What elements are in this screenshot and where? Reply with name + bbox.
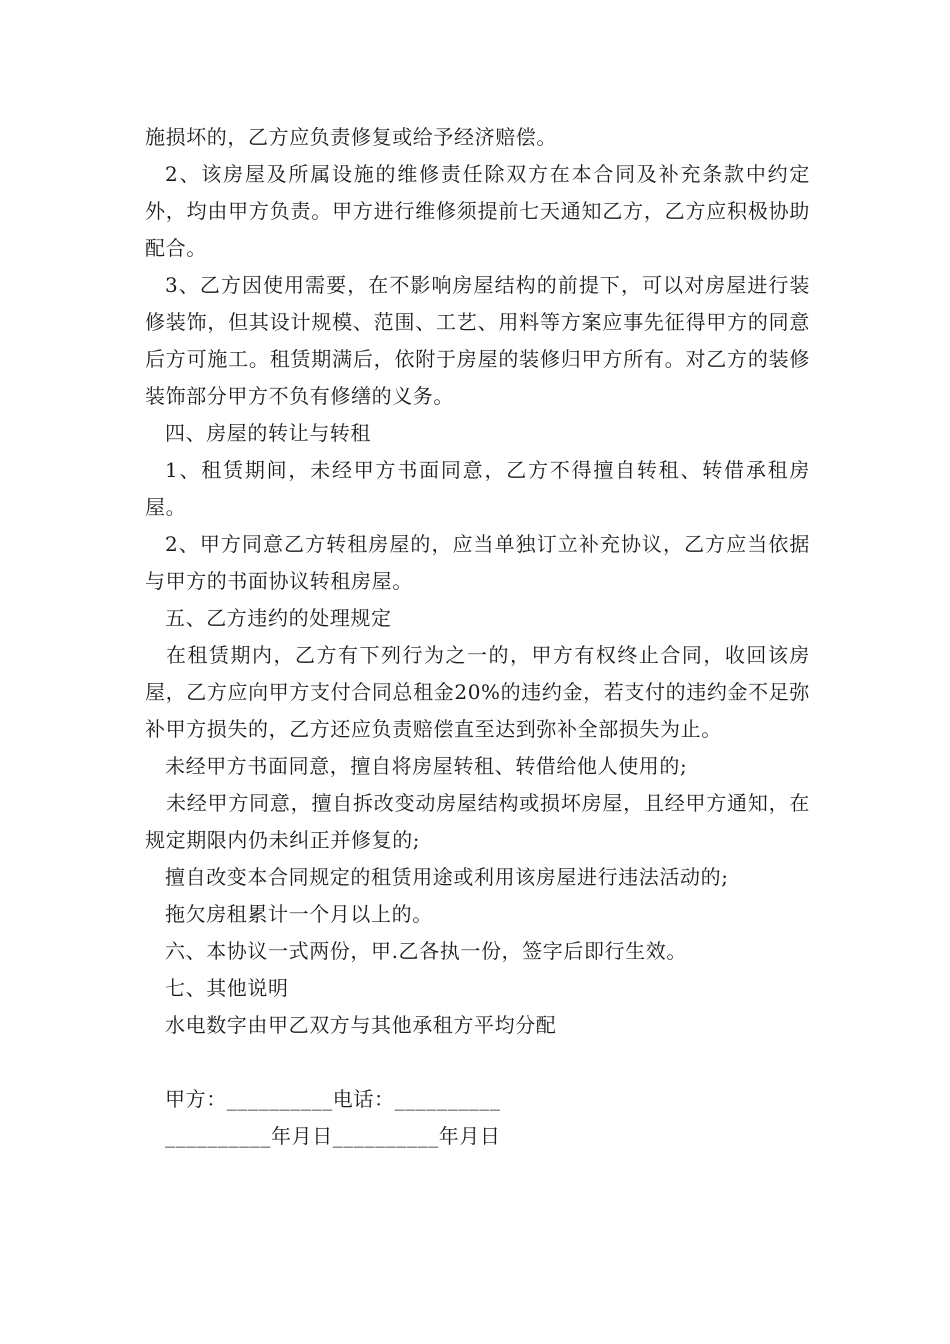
paragraph-decoration: 3、乙方因使用需要，在不影响房屋结构的前提下，可以对房屋进行装修装饰，但其设计规模、范围、工艺、用料等方案应事先征得甲方的同意后方可施工。租赁期满后，依附于房屋的装修归甲方所有。对乙方的装修装饰部分甲方不负有修缮的义务。 [145, 273, 810, 408]
signature-party-phone-line: 甲方：__________电话：__________ [165, 1087, 501, 1111]
paragraph-sublease-agreement: 2、甲方同意乙方转租房屋的，应当单独订立补充协议，乙方应当依据与甲方的书面协议转租房屋。 [145, 532, 810, 593]
signature-date-line: __________年月日__________年月日 [165, 1124, 501, 1148]
spacer [145, 1044, 810, 1081]
paragraph-breach-item-sublease: 未经甲方书面同意，擅自将房屋转租、转借给他人使用的; [165, 754, 688, 778]
section-heading-sublease: 四、房屋的转让与转租 [165, 421, 371, 445]
section-heading-other: 七、其他说明 [165, 976, 289, 1000]
contract-body [145, 119, 810, 1155]
paragraph-breach-item-usage: 擅自改变本合同规定的租赁用途或利用该房屋进行违法活动的; [165, 865, 729, 889]
paragraph-repair-compensation: 施损坏的，乙方应负责修复或给予经济赔偿。 [145, 125, 557, 149]
paragraph-utilities: 水电数字由甲乙双方与其他承租方平均分配 [165, 1013, 557, 1037]
paragraph-breach-item-arrears: 拖欠房租累计一个月以上的。 [165, 902, 433, 926]
paragraph-sublease-consent: 1、租赁期间，未经甲方书面同意，乙方不得擅自转租、转借承租房屋。 [145, 458, 810, 519]
paragraph-breach-terms: 在租赁期内，乙方有下列行为之一的，甲方有权终止合同，收回该房屋，乙方应向甲方支付合同总租金20%的违约金，若支付的违约金不足弥补甲方损失的，乙方还应负责赔偿直至达到弥补全部损失为止。 [145, 643, 810, 741]
paragraph-maintenance-duty: 2、该房屋及所属设施的维修责任除双方在本合同及补充条款中约定外，均由甲方负责。甲方进行维修须提前七天通知乙方，乙方应积极协助配合。 [145, 162, 810, 260]
section-heading-breach: 五、乙方违约的处理规定 [165, 606, 392, 630]
paragraph-breach-item-structure: 未经甲方同意，擅自拆改变动房屋结构或损坏房屋，且经甲方通知，在规定期限内仍未纠正并修复的; [145, 791, 810, 852]
section-heading-copies: 六、本协议一式两份，甲.乙各执一份，签字后即行生效。 [165, 939, 687, 963]
